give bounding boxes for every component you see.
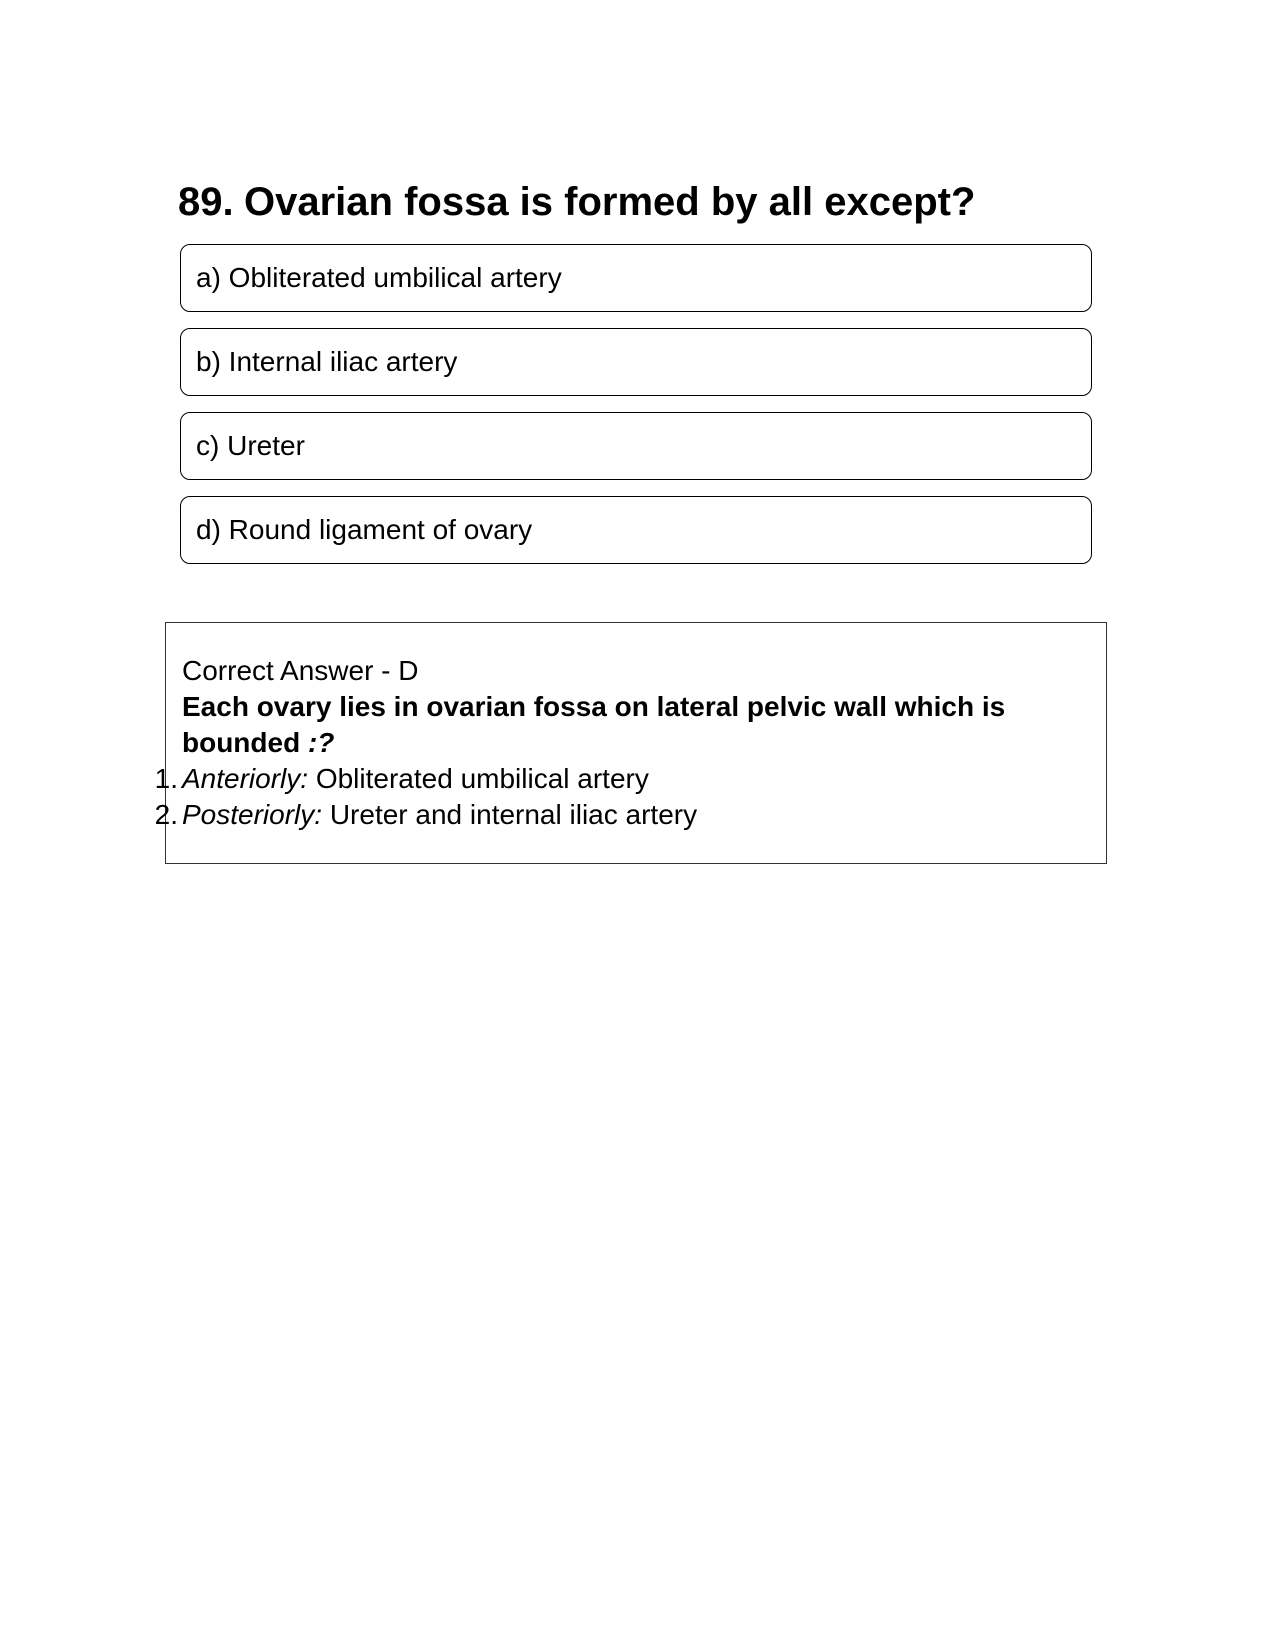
option-d-label: d) Round ligament of ovary xyxy=(196,514,533,545)
answer-explanation-box xyxy=(154,622,1107,864)
option-d[interactable] xyxy=(180,496,1092,564)
question-title xyxy=(178,178,975,226)
bound-structure: Obliterated umbilical artery xyxy=(308,763,649,794)
bound-item-posterior xyxy=(154,797,1092,833)
question-text: Ovarian fossa is formed by all except? xyxy=(244,180,976,224)
bounds-list xyxy=(154,761,1092,833)
option-b[interactable] xyxy=(180,328,1092,396)
correct-answer: Correct Answer - D xyxy=(182,655,419,686)
bound-item-anterior xyxy=(154,761,1092,797)
option-a-label: a) Obliterated umbilical artery xyxy=(196,262,562,293)
list-marker: 1. xyxy=(154,763,178,794)
answer-options xyxy=(180,244,1092,580)
explanation-heading-tail: :? xyxy=(307,727,335,758)
explanation-heading-text: Each ovary lies in ovarian fossa on lateral pelvic wall which is bounded xyxy=(182,691,1006,758)
option-c-label: c) Ureter xyxy=(196,430,305,461)
option-c[interactable] xyxy=(180,412,1092,480)
option-b-label: b) Internal iliac artery xyxy=(196,346,458,377)
option-a[interactable] xyxy=(180,244,1092,312)
list-marker: 2. xyxy=(154,799,178,830)
explanation-heading xyxy=(182,689,1092,761)
bound-direction: Anteriorly: xyxy=(182,763,309,794)
question-number: 89. xyxy=(178,180,234,224)
bound-structure: Ureter and internal iliac artery xyxy=(322,799,698,830)
answer-content xyxy=(154,653,1092,833)
bound-direction: Posteriorly: xyxy=(182,799,323,830)
